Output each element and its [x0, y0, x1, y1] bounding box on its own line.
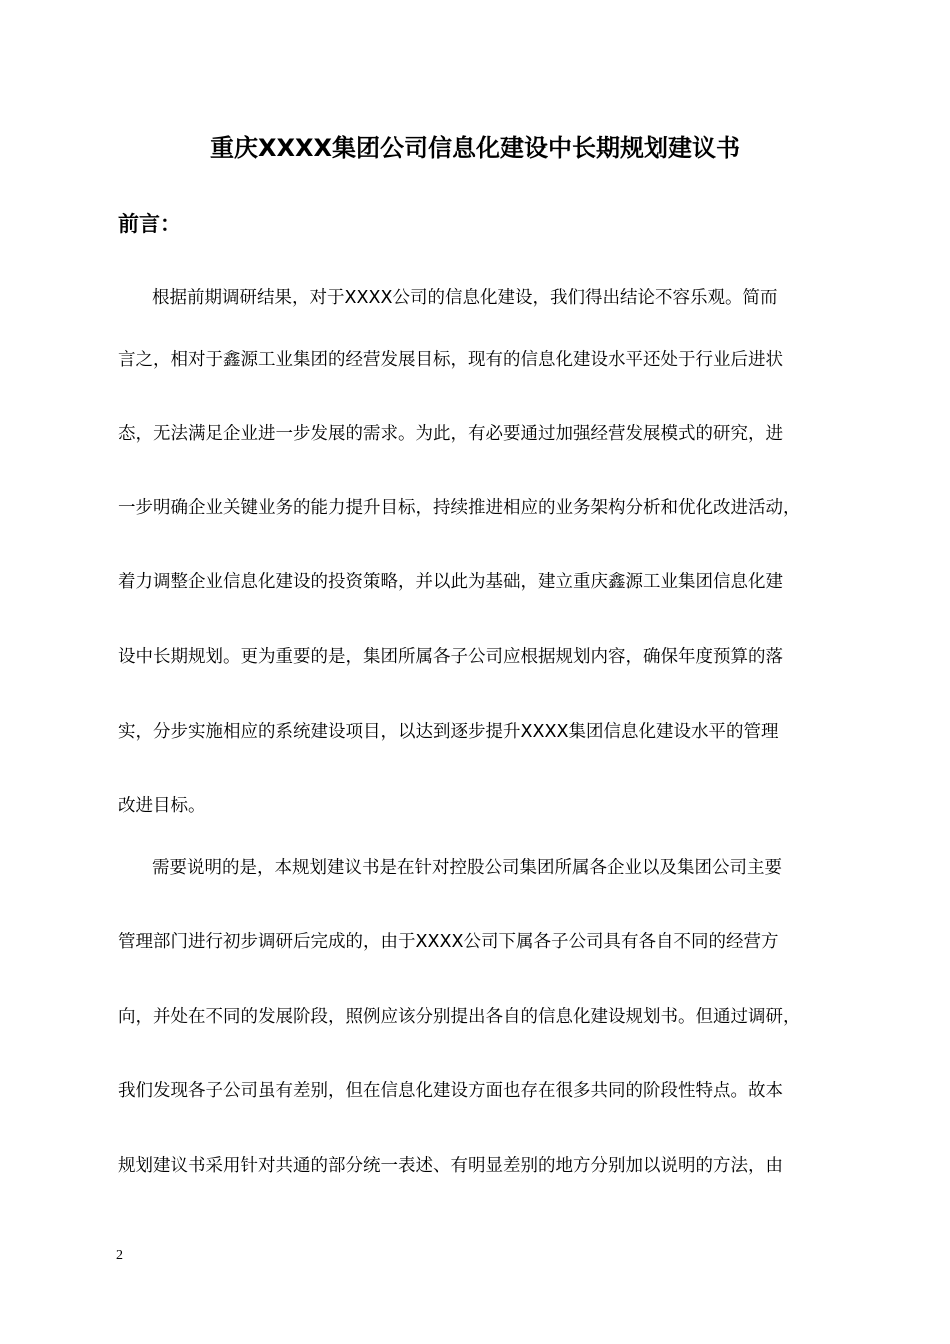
paragraph-1-line-2: 言之，相对于鑫源工业集团的经营发展目标，现有的信息化建设水平还处于行业后进状 — [118, 350, 783, 370]
paragraph-1-line-4: 一步明确企业关键业务的能力提升目标，持续推进相应的业务架构分析和优化改进活动， — [118, 498, 801, 518]
paragraph-2-line-4: 我们发现各子公司虽有差别，但在信息化建设方面也存在很多共同的阶段性特点。故本 — [118, 1081, 783, 1101]
paragraph-1-line-8: 改进目标。 — [118, 796, 206, 816]
paragraph-1-line-5: 着力调整企业信息化建设的投资策略，并以此为基础，建立重庆鑫源工业集团信息化建 — [118, 572, 783, 592]
paragraph-1-line-7: 实，分步实施相应的系统建设项目，以达到逐步提升XXXX集团信息化建设水平的管理 — [118, 722, 779, 742]
paragraph-1-line-3: 态，无法满足企业进一步发展的需求。为此，有必要通过加强经营发展模式的研究，进 — [118, 424, 783, 444]
section-heading-preface: 前言： — [118, 212, 181, 236]
paragraph-2-line-5: 规划建议书采用针对共通的部分统一表述、有明显差别的地方分别加以说明的方法，由 — [118, 1156, 783, 1176]
paragraph-1-line-6: 设中长期规划。更为重要的是，集团所属各子公司应根据规划内容，确保年度预算的落 — [118, 647, 783, 667]
paragraph-1-line-1: 根据前期调研结果，对于XXXX公司的信息化建设，我们得出结论不容乐观。简而 — [152, 288, 778, 308]
paragraph-2-line-1: 需要说明的是，本规划建议书是在针对控股公司集团所属各企业以及集团公司主要 — [152, 858, 782, 878]
paragraph-2-line-3: 向，并处在不同的发展阶段，照例应该分别提出各自的信息化建设规划书。但通过调研， — [118, 1007, 801, 1027]
page-number: 2 — [116, 1248, 123, 1263]
document-title: 重庆XXXX集团公司信息化建设中长期规划建议书 — [209, 134, 740, 162]
paragraph-2-line-2: 管理部门进行初步调研后完成的，由于XXXX公司下属各子公司具有各自不同的经营方 — [118, 932, 779, 952]
